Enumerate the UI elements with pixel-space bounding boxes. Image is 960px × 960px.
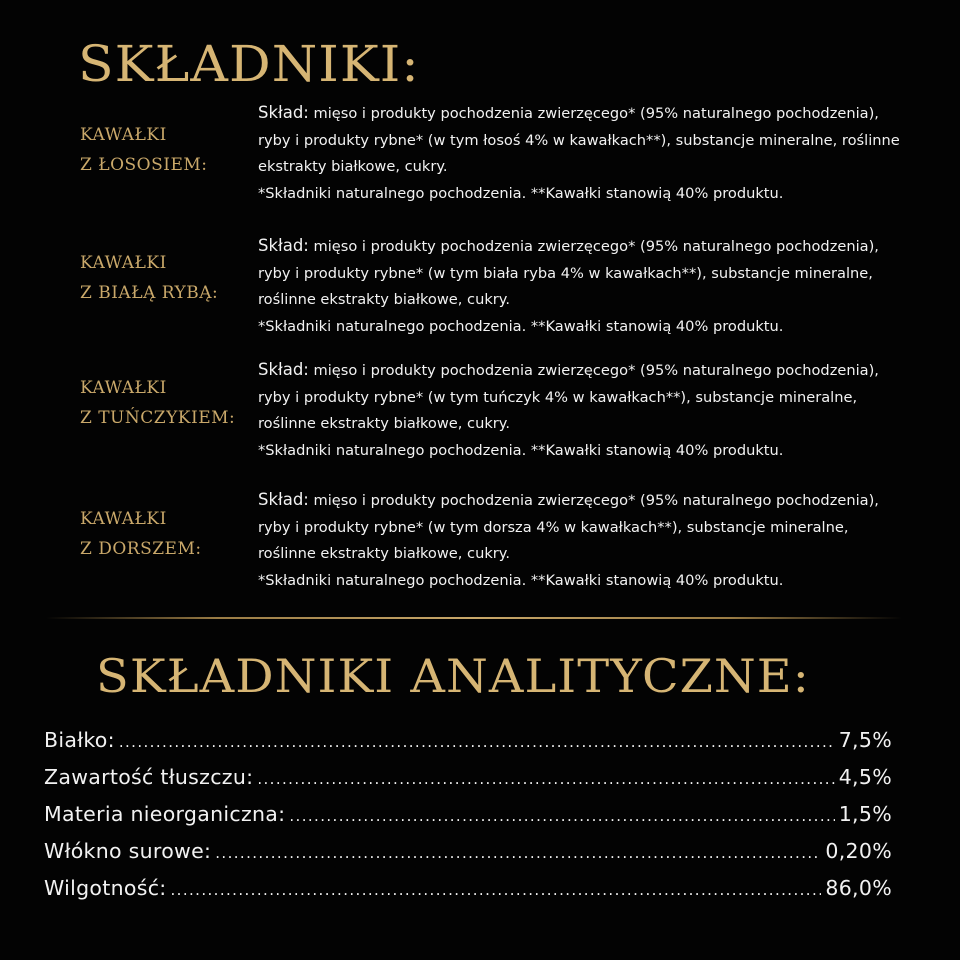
- composition-text: mięso i produkty pochodzenia zwierzęcego* (95% naturalnego pochodzenia),: [308, 362, 879, 379]
- analytic-value: 0,20%: [825, 839, 892, 863]
- analytic-label: Zawartość tłuszczu:: [44, 765, 254, 789]
- variant-tuna: [0, 357, 960, 477]
- composition-note: *Składniki naturalnego pochodzenia. **Kawałki stanowią 40% produktu.: [258, 184, 784, 202]
- variant-name-line1: KAWAŁKI: [80, 509, 167, 529]
- analytic-label: Wilgotność:: [44, 876, 167, 900]
- composition-line: [258, 357, 948, 385]
- variant-name-line1: KAWAŁKI: [80, 378, 167, 398]
- variant-name-line2: Z BIAŁĄ RYBĄ:: [80, 283, 219, 303]
- composition-line: roślinne ekstrakty białkowe, cukry.: [258, 545, 510, 562]
- analytic-value: 1,5%: [838, 802, 892, 826]
- composition-text: mięso i produkty pochodzenia zwierzęcego* (95% naturalnego pochodzenia),: [308, 105, 879, 122]
- composition-line: ryby i produkty rybne* (w tym dorsza 4% w kawałkach**), substancje mineralne,: [258, 518, 849, 536]
- variant-name-line1: KAWAŁKI: [80, 253, 167, 273]
- dot-leader: [215, 844, 821, 862]
- variant-name-line1: KAWAŁKI: [80, 125, 167, 145]
- analytic-row: [44, 802, 892, 839]
- composition-line: [258, 233, 948, 261]
- analytic-label: Materia nieorganiczna:: [44, 802, 286, 826]
- variant-white-fish: [0, 233, 960, 353]
- variant-name: [80, 248, 218, 308]
- analytic-list: [44, 728, 892, 913]
- analytic-row: [44, 876, 892, 913]
- composition-text: mięso i produkty pochodzenia zwierzęcego* (95% naturalnego pochodzenia),: [308, 492, 879, 509]
- analytic-title: SKŁADNIKI ANALITYCZNE:: [96, 649, 810, 703]
- variant-composition: [258, 100, 948, 207]
- variant-name: [80, 120, 208, 180]
- analytic-label: Włókno surowe:: [44, 839, 212, 863]
- variant-composition: [258, 357, 948, 464]
- variant-name-line2: Z TUŃCZYKIEM:: [80, 408, 236, 428]
- composition-line: [258, 487, 948, 515]
- analytic-value: 7,5%: [838, 728, 892, 752]
- composition-line: ryby i produkty rybne* (w tym biała ryba 4% w kawałkach**), substancje mineralne,: [258, 264, 873, 282]
- composition-line: roślinne ekstrakty białkowe, cukry.: [258, 415, 510, 432]
- composition-line: ekstrakty białkowe, cukry.: [258, 158, 448, 175]
- analytic-row: [44, 765, 892, 802]
- variant-name-line2: Z DORSZEM:: [80, 539, 202, 559]
- ingredients-title: SKŁADNIKI:: [78, 35, 420, 93]
- composition-text: mięso i produkty pochodzenia zwierzęcego* (95% naturalnego pochodzenia),: [308, 238, 879, 255]
- composition-label: Skład:: [258, 490, 309, 509]
- dot-leader: [289, 807, 834, 825]
- variant-cod: [0, 487, 960, 607]
- dot-leader: [257, 770, 834, 788]
- dot-leader: [171, 881, 822, 899]
- composition-line: [258, 100, 948, 128]
- variant-composition: [258, 233, 948, 340]
- analytic-row: [44, 728, 892, 765]
- composition-line: ryby i produkty rybne* (w tym tuńczyk 4% w kawałkach**), substancje mineralne,: [258, 388, 858, 406]
- composition-line: ryby i produkty rybne* (w tym łosoś 4% w kawałkach**), substancje mineralne, roślinne: [258, 131, 900, 149]
- analytic-value: 4,5%: [838, 765, 892, 789]
- composition-label: Skład:: [258, 360, 309, 379]
- composition-label: Skład:: [258, 103, 309, 122]
- variant-name: [80, 504, 202, 564]
- variant-salmon: [0, 100, 960, 220]
- variant-name: [80, 373, 235, 433]
- analytic-label: Białko:: [44, 728, 115, 752]
- analytic-row: [44, 839, 892, 876]
- variant-composition: [258, 487, 948, 594]
- composition-line: roślinne ekstrakty białkowe, cukry.: [258, 291, 510, 308]
- composition-label: Skład:: [258, 236, 309, 255]
- composition-note: *Składniki naturalnego pochodzenia. **Kawałki stanowią 40% produktu.: [258, 441, 784, 459]
- variant-name-line2: Z ŁOSOSIEM:: [80, 155, 208, 175]
- composition-note: *Składniki naturalnego pochodzenia. **Kawałki stanowią 40% produktu.: [258, 317, 784, 335]
- analytic-value: 86,0%: [825, 876, 892, 900]
- dot-leader: [119, 733, 835, 751]
- composition-note: *Składniki naturalnego pochodzenia. **Kawałki stanowią 40% produktu.: [258, 571, 784, 589]
- gold-divider: [46, 617, 902, 619]
